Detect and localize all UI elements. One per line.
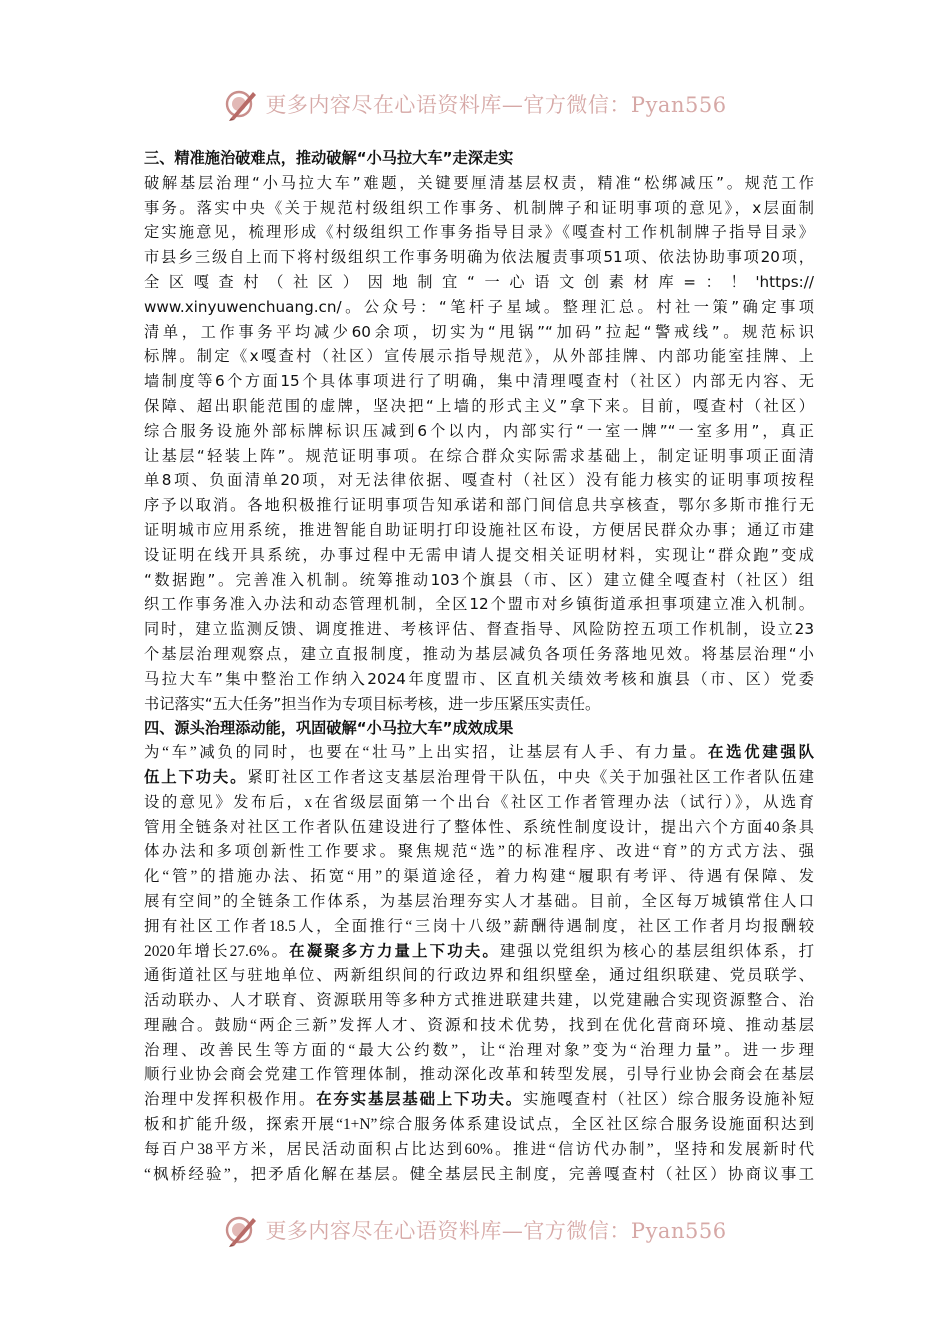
text-line: [144, 915, 814, 940]
text-line: www.xinyuwenchuang.cn/。公众号：“笔杆子星域。整理汇总。村社一策”确定事项: [144, 297, 814, 316]
watermark-text: 更多内容尽在心语资料库—官方微信：Pyan556: [265, 1219, 727, 1243]
bold-lead-phrase: 在选优建强队: [707, 744, 814, 762]
text-line: 市县乡三级自上而下将村级组织工作事务明确为依法履责事项51项、依法协助事项20项，: [144, 248, 814, 267]
text-line: 事务。落实中央《关于规范村级组织工作事务、机制牌子和证明事项的意见》，x层面制: [144, 198, 814, 217]
text-segment: 治理、改善民生等方面的“最大公约数”，让“治理对象”变为“治理力量”。进一步理: [144, 1041, 814, 1059]
text-line: [144, 766, 814, 791]
text-segment: 设的意见》发布后，x在省级层面第一个出台《社区工作者管理办法（试行）》，从选育: [144, 793, 814, 811]
document-body: [144, 146, 814, 1187]
text-line: [144, 1014, 814, 1039]
text-line: 破解基层治理“小马拉大车”难题，关键要厘清基层权责，精准“松绑减压”。规范工作: [144, 173, 814, 192]
text-line: 保障、超出职能范围的虚牌，坚决把“上墙的形式主义”拿下来。目前，嘎查村（社区）: [144, 396, 814, 415]
text-line: 清单，工作事务平均减少60余项，切实为“甩锅”“加码”拉起“警戒线”。规范标识: [144, 322, 814, 341]
text-line: 序予以取消。各地积极推行证明事项告知承诺和部门间信息共享核查，鄂尔多斯市推行无: [144, 496, 814, 515]
text-line: 综合服务设施外部标牌标识压减到6个以内，内部实行“一室一牌”“一室多用”，真正: [144, 421, 814, 440]
footer-watermark-banner: [0, 1210, 950, 1250]
text-line: [144, 964, 814, 989]
text-segment: 展有空间”的全链条工作体系，为基层治理夯实人才基础。目前，全区每万城镇常住人口: [144, 892, 814, 910]
text-segment: “枫桥经验”，把矛盾化解在基层。健全基层民主制度，完善嘎查村（社区）协商议事工: [144, 1165, 814, 1183]
pen-logo-icon: [223, 1212, 259, 1248]
text-segment: 为“车”减负的同时，也要在“壮马”上出实招，让基层有人手、有力量。: [144, 744, 708, 762]
text-line: 墙制度等6个方面15个具体事项进行了明确，集中清理嘎查村（社区）内部无内容、无: [144, 372, 814, 391]
text-segment: 板和扩能升级，探索开展“1+N”综合服务体系建设试点，全区社区综合服务设施面积达到: [144, 1116, 814, 1134]
text-line: 设证明在线开具系统，办事过程中无需申请人提交相关证明材料，实现让“群众跑”变成: [144, 545, 814, 564]
text-line: [144, 890, 814, 915]
text-line: 证明城市应用系统，推进智能自助证明打印设施社区布设，方便居民群众办事；通辽市建: [144, 520, 814, 539]
text-segment: 活动联办、人才联育、资源联用等多种方式推进联建共建，以党建融合实现资源整合、治: [144, 992, 814, 1010]
text-line: [144, 1113, 814, 1138]
text-line: [144, 1138, 814, 1163]
text-line: 全区嘎查村（社区）因地制宜“一心语文创素材库=：！'https://: [144, 272, 814, 291]
text-line: [144, 816, 814, 841]
text-line: [144, 1163, 814, 1188]
text-line: 定实施意见，梳理形成《村级组织工作事务指导目录》《嘎查村工作机制牌子指导目录》: [144, 223, 814, 242]
text-segment: 每百户38平方米，居民活动面积占比达到60%。推进“信访代办制”，坚持和发展新时代: [144, 1140, 814, 1158]
text-segment: 管用全链条对社区工作者队伍建设进行了整体性、系统性制度设计，提出六个方面40条具: [144, 818, 814, 836]
text-line: [144, 1039, 814, 1064]
section-4-heading: 四、源头治理添动能，巩固破解“小马拉大车”成效成果: [144, 719, 514, 738]
text-segment: 化“管”的措施办法、拓宽“用”的渠道途径，着力构建“履职有考评、待遇有保障、发: [144, 868, 814, 886]
text-line: 同时，建立监测反馈、调度推进、考核评估、督查指导、风险防控五项工作机制，设立23: [144, 620, 814, 639]
text-line: 个基层治理观察点，建立直报制度，推动为基层减负各项任务落地见效。将基层治理“小: [144, 644, 814, 663]
section-3-paragraph: [144, 171, 814, 717]
text-line: 让基层“轻装上阵”。规范证明事项。在综合群众实际需求基础上，制定证明事项正面清: [144, 446, 814, 465]
section-4-heading-wrap: [144, 716, 814, 741]
text-segment: 建强以党组织为核心的基层组织体系，打: [499, 942, 814, 960]
bold-lead-phrase: 在夯实基层基础上下功夫。: [316, 1091, 523, 1109]
text-line: “数据跑”。完善准入机制。统筹推动103个旗县（市、区）建立健全嘎查村（社区）组: [144, 570, 814, 589]
header-watermark-banner: [0, 84, 950, 124]
text-line: [144, 989, 814, 1014]
section-3: [144, 146, 814, 716]
bold-lead-phrase: 在凝聚多方力量上下功夫。: [289, 942, 500, 960]
text-segment: 通街道社区与驻地单位、两新组织间的行政边界和组织壁垒，通过组织联建、党员联学、: [144, 967, 814, 985]
section-3-heading: 三、精准施治破难点，推动破解“小马拉大车”走深走实: [144, 149, 514, 167]
text-segment: 体办法和多项创新性工作要求。聚焦规范“选”的标准程序、改进“育”的方式方法、强: [144, 843, 814, 861]
text-line: 织工作事务准入办法和动态管理机制，全区12个盟市对乡镇街道承担事项建立准入机制。: [144, 595, 814, 614]
section-4: [144, 741, 814, 1187]
text-line: [144, 1088, 814, 1113]
text-line: 单8项、负面清单20项，对无法律依据、嘎查村（社区）没有能力核实的证明事项按程: [144, 471, 814, 490]
text-segment: 紧盯社区工作者这支基层治理骨干队伍，中央《关于加强社区工作者队伍建: [247, 768, 814, 786]
text-line: 标牌。制定《x嘎查村（社区）宣传展示指导规范》，从外部挂牌、内部功能室挂牌、上: [144, 347, 814, 366]
text-segment: 拥有社区工作者18.5人，全面推行“三岗十八级”薪酬待遇制度，社区工作者月均报酬较: [144, 917, 814, 935]
text-line: [144, 940, 814, 965]
text-line: [144, 1063, 814, 1088]
bold-lead-phrase: 伍上下功夫。: [144, 768, 248, 786]
text-segment: 治理中发挥积极作用。: [144, 1091, 317, 1109]
text-line: 书记落实“五大任务”担当作为专项目标考核，进一步压紧压实责任。: [144, 694, 601, 713]
text-segment: 理融合。鼓励“两企三新”发挥人才、资源和技术优势，找到在优化营商环境、推动基层: [144, 1016, 814, 1034]
watermark-text: 更多内容尽在心语资料库—官方微信：Pyan556: [265, 93, 727, 117]
text-segment: 2020年增长27.6%。: [144, 942, 290, 960]
text-segment: 顺行业协会商会党建工作管理体制，推动深化改革和转型发展，引导行业协会商会在基层: [144, 1066, 814, 1084]
section-4-paragraph: [144, 741, 814, 1187]
text-line: [144, 865, 814, 890]
pen-logo-icon: [223, 86, 259, 122]
text-line: 马拉大车”集中整治工作纳入2024年度盟市、区直机关绩效考核和旗县（市、区）党委: [144, 669, 814, 688]
text-segment: 实施嘎查村（社区）综合服务设施补短: [522, 1091, 814, 1109]
text-line: [144, 791, 814, 816]
text-line: [144, 840, 814, 865]
text-line: [144, 741, 814, 766]
